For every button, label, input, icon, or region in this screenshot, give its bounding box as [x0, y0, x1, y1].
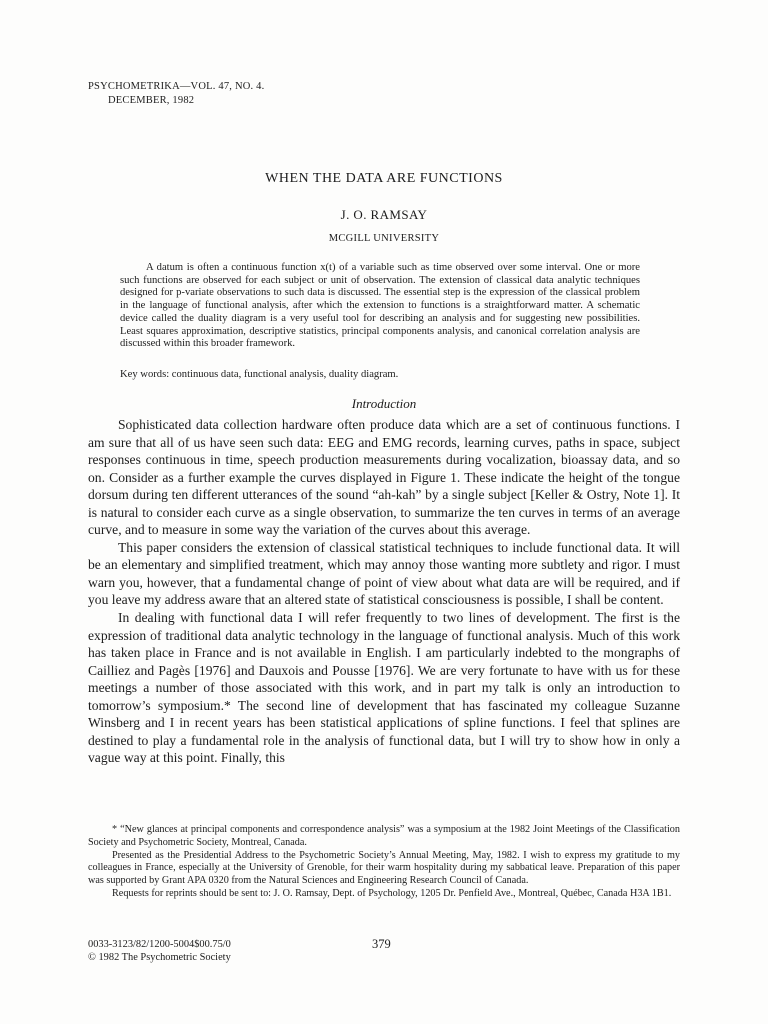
footnotes	[88, 824, 680, 901]
copyright-notice: © 1982 The Psychometric Society	[88, 952, 231, 963]
footnote: * “New glances at principal components and correspondence analysis” was a symposium at the 1982 Joint Meetings of the Classification Society and Psychometric Society, Montreal, Canada.	[88, 824, 680, 848]
body-paragraph: Sophisticated data collection hardware often produce data which are a set of continuous functions. I am sure that all of us have seen such data: EEG and EMG records, learning curves, paths in space, subject responses continuous in time, speech production measurements during vocalization, bioassay data, and so on. Consider as a further example the curves displayed in Figure 1. These indicate the height of the tongue dorsum during ten different utterances of the sound “ah-kah” by a single subject [Keller & Ostry, Note 1]. It is natural to consider each curve as a single observation, to summarize the ten curves in terms of an average curve, and to measure in some way the variation of the curves about this average.	[88, 417, 680, 538]
journal-date-line: DECEMBER, 1982	[108, 95, 195, 106]
footnote: Presented as the Presidential Address to the Psychometric Society’s Annual Meeting, May, 1982. I wish to express my gratitude to my colleagues in France, especially at the University of Grenoble, for their warm hospitality during my sabbatical leave. Preparation of this paper was supported by Grant APA 0320 from the Natural Sciences and Engineering Research Council of Canada.	[88, 849, 680, 887]
page-footer	[88, 938, 231, 964]
page-number: 379	[372, 937, 391, 951]
section-heading: Introduction	[351, 396, 417, 411]
abstract: A datum is often a continuous function x(t) of a variable such as time observed over some interval. One or more such functions are observed for each subject or unit of observation. The extension of classical data analytic techniques designed for p-variate observations to such data is discussed. The essential step is the expression of the classical problem in the language of functional analysis, after which the extension to functions is a straightforward matter. A schematic device called the duality diagram is a very useful tool for describing an analysis and for suggesting new possibilities. Least squares approximation, descriptive statistics, principal components analysis, and canonical correlation analysis are discussed within this broader framework.	[120, 262, 640, 350]
author-affiliation: MCGILL UNIVERSITY	[328, 233, 440, 244]
keywords: Key words: continuous data, functional analysis, duality diagram.	[120, 369, 399, 380]
article-title: WHEN THE DATA ARE FUNCTIONS	[265, 171, 503, 186]
body-paragraph: In dealing with functional data I will refer frequently to two lines of development. The first is the expression of traditional data analytic technology in the language of functional analysis. Much of this work has taken place in France and is not available in English. I am particularly indebted to the mongraphs of Cailliez and Pagès [1976] and Dauxois and Pousse [1976]. We are very fortunate to have with us for these meetings a number of those associated with this work, and in part my talk is only an introduction to tomorrow’s symposium.* The second line of development that has fascinated my colleague Suzanne Winsberg and I in recent years has been statistical applications of spline functions. I feel that splines are destined to play a fundamental role in the analysis of functional data, but I will try to show how in only a vague way at this point. Finally, this	[88, 610, 680, 766]
journal-header	[88, 80, 264, 108]
journal-volume-line: PSYCHOMETRIKA—VOL. 47, NO. 4.	[88, 81, 265, 92]
body-text	[88, 416, 680, 767]
footnote: Requests for reprints should be sent to: J. O. Ramsay, Dept. of Psychology, 1205 Dr. Penfield Ave., Montreal, Québec, Canada H3A 1B1.	[112, 887, 672, 899]
body-paragraph: This paper considers the extension of classical statistical techniques to include functional data. It will be an elementary and simplified treatment, which may annoy those wanting more subtlety and rigor. I must warn you, however, that a fundamental change of point of view about what data are will be required, and if you leave my address aware that an altered state of statistical consciousness is possible, I shall be content.	[88, 539, 680, 608]
publication-code: 0033-3123/82/1200-5004$00.75/0	[88, 939, 231, 950]
article-author: J. O. RAMSAY	[340, 207, 428, 222]
